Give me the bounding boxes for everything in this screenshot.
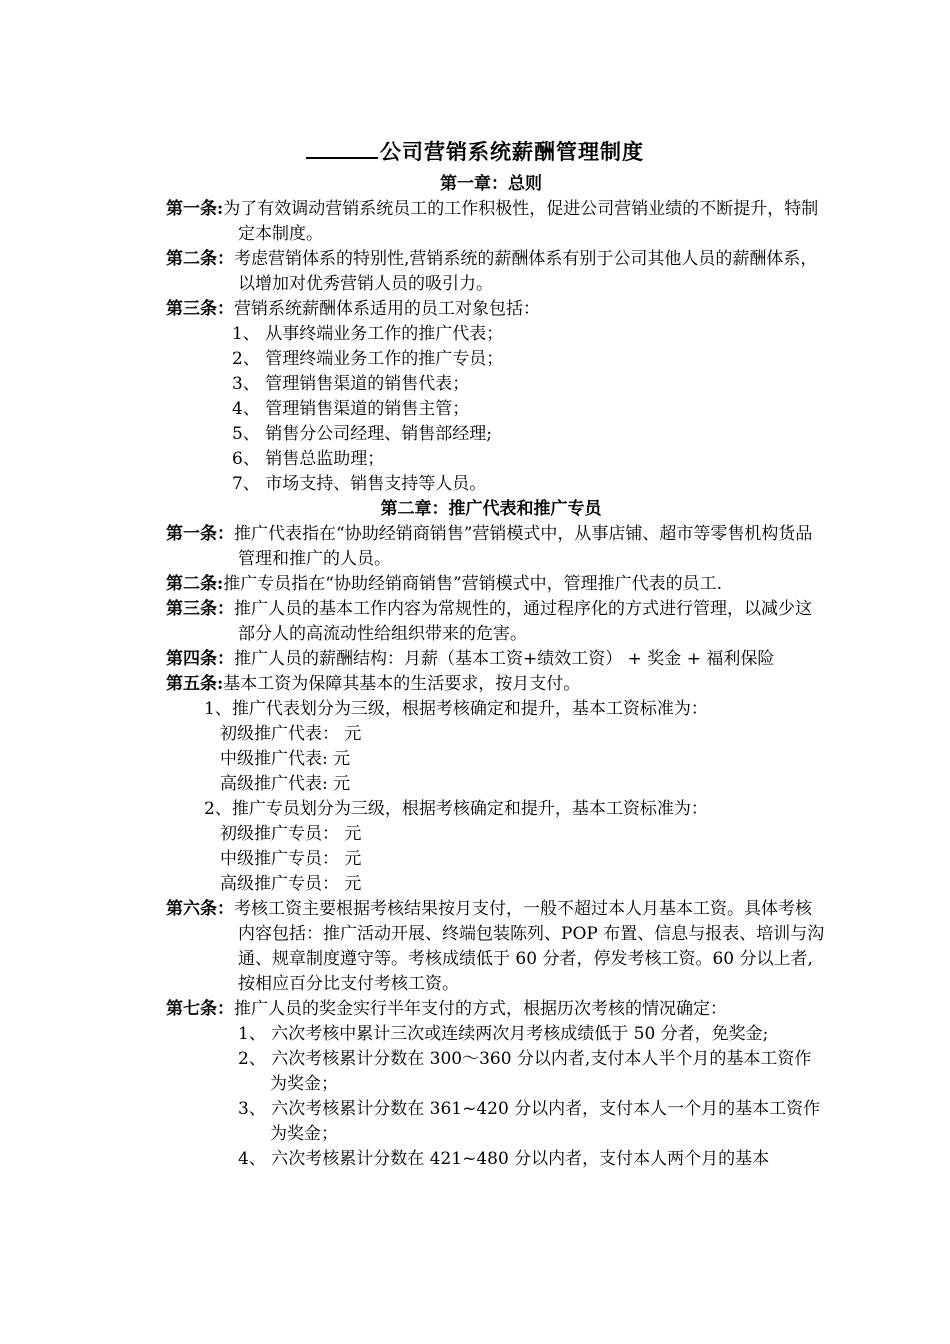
chapter-2-heading: 第二章：推广代表和推广专员	[380, 499, 602, 519]
salary-level: 高级推广代表: 元	[220, 774, 351, 794]
list-item: 6、 销售总监助理；	[232, 449, 385, 469]
company-name-blank	[306, 139, 378, 159]
ch2-article-5: 第五条:基本工资为保障其基本的生活要求，按月支付。	[166, 674, 581, 694]
ch2-article-4: 第四条：推广人员的薪酬结构：月薪（基本工资+绩效工资） + 奖金 + 福利保险	[166, 649, 775, 669]
ch2-article-3: 第三条：推广人员的基本工作内容为常规性的，通过程序化的方式进行管理，以减少这部分人的高流动性给组织带来的危害。	[166, 599, 812, 644]
salary-level: 初级推广代表： 元	[220, 724, 362, 744]
list-item: 2、 管理终端业务工作的推广专员；	[232, 349, 504, 369]
ch1-article-3: 第三条：营销系统薪酬体系适用的员工对象包括：	[166, 299, 540, 319]
document-title: 公司营销系统薪酬管理制度	[0, 136, 950, 166]
list-item: 4、 管理销售渠道的销售主管；	[232, 399, 470, 419]
salary-level: 初级推广专员： 元	[220, 824, 362, 844]
sub-clause-1: 1、推广代表划分为三级，根据考核确定和提升，基本工资标准为：	[204, 699, 708, 719]
ch2-article-6: 第六条：考核工资主要根据考核结果按月支付，一般不超过本人月基本工资。具体考核内容包括：推广活动开展、终端包装陈列、POP 布置、信息与报表、培训与沟通、规章制度遵守等。考核成绩低于 60 分者，停发考核工资。60 分以上者,按相应百分比支付考核工资。	[166, 899, 825, 994]
ch2-article-2: 第二条:推广专员指在“协助经销商销售”营销模式中，管理推广代表的员工.	[166, 574, 723, 594]
list-item: 3、 管理销售渠道的销售代表；	[232, 374, 470, 394]
list-item: 1、 从事终端业务工作的推广代表；	[232, 324, 504, 344]
bonus-item: 4、 六次考核累计分数在 421~480 分以内者，支付本人两个月的基本	[238, 1149, 770, 1169]
ch2-article-7: 第七条：推广人员的奖金实行半年支付的方式，根据历次考核的情况确定：	[166, 999, 727, 1019]
document-body	[166, 172, 826, 1172]
chapter-1-heading: 第一章：总则	[440, 174, 542, 194]
list-item: 5、 销售分公司经理、销售部经理;	[232, 424, 492, 444]
ch1-article-2: 第二条：考虑营销体系的特别性,营销系统的薪酬体系有别于公司其他人员的薪酬体系，以增加对优秀营销人员的吸引力。	[166, 249, 818, 294]
salary-level: 高级推广专员： 元	[220, 874, 362, 894]
ch2-article-1: 第一条：推广代表指在“协助经销商销售”营销模式中，从事店铺、超市等零售机构货品管理和推广的人员。	[166, 524, 813, 569]
sub-clause-2: 2、推广专员划分为三级，根据考核确定和提升，基本工资标准为：	[204, 799, 708, 819]
ch1-article-1: 第一条:为了有效调动营销系统员工的工作积极性，促进公司营销业绩的不断提升，特制定本制度。	[166, 199, 819, 244]
bonus-item: 2、 六次考核累计分数在 300～360 分以内者,支付本人半个月的基本工资作为奖金；	[238, 1049, 812, 1094]
bonus-item: 1、 六次考核中累计三次或连续两次月考核成绩低于 50 分者，免奖金;	[238, 1024, 769, 1044]
list-item: 7、 市场支持、销售支持等人员。	[232, 474, 487, 494]
salary-level: 中级推广代表: 元	[220, 749, 351, 769]
salary-level: 中级推广专员： 元	[220, 849, 362, 869]
bonus-item: 3、 六次考核累计分数在 361~420 分以内者，支付本人一个月的基本工资作为奖金；	[238, 1099, 821, 1144]
